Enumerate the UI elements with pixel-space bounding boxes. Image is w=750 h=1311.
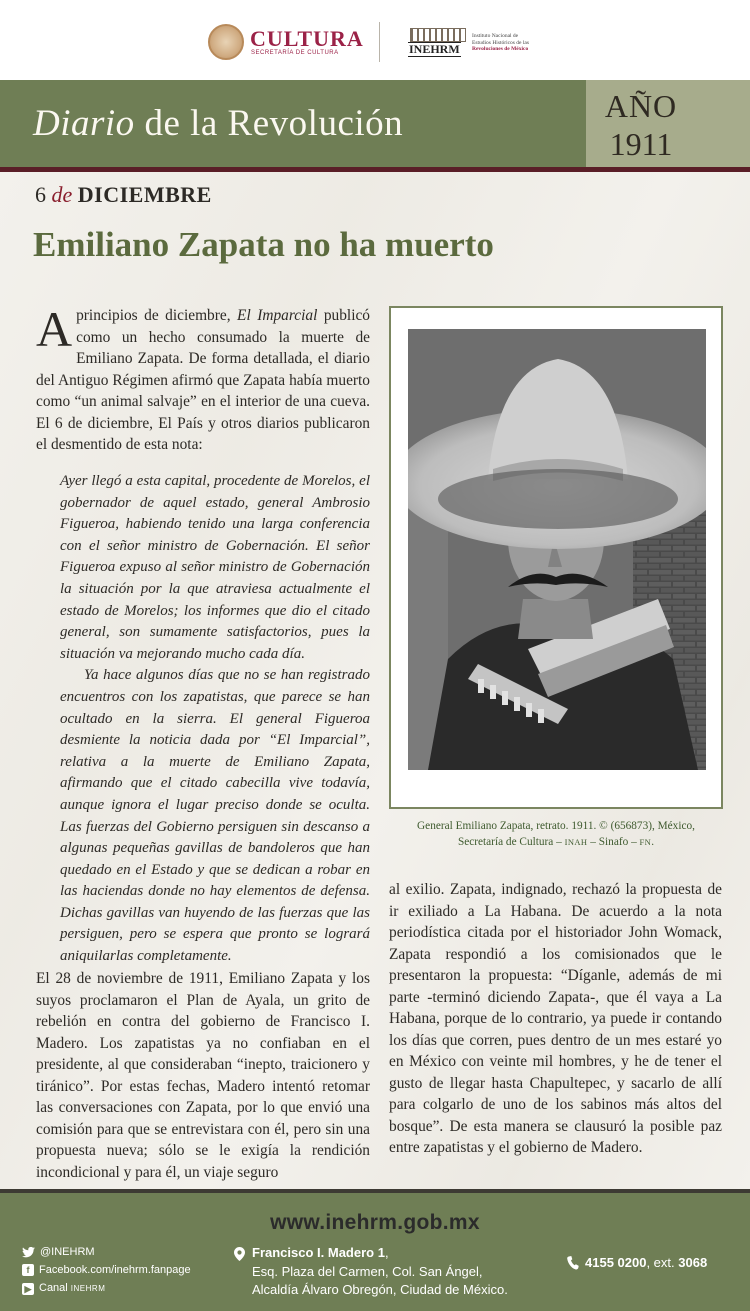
date-month: DICIEMBRE bbox=[77, 182, 212, 207]
portrait-illustration bbox=[408, 329, 706, 770]
address-line bbox=[252, 1244, 508, 1263]
twitter-handle: @INEHRM bbox=[40, 1246, 95, 1258]
inehrm-subtitle-line: Estudios Históricos de las bbox=[472, 39, 529, 46]
publication-title bbox=[33, 102, 403, 145]
quote-paragraph: Ya hace algunos días que no se han registrado encuentros con los zapatistas, que parece se han ocultado en la sierra. El general Figueroa desmiente la noticia dada por “El Imparcial”, relativa a la muerte de Emiliano Zapata, afirmando que el citado cabecilla vive todavía, aunque ignora el lugar preciso donde se oculta. Las fuerzas del Gobierno persiguen sin descanso a algunas pequeñas gavillas de bandoleros que han quedado en el Estado y que se dedican a robar en las haciendas donde no hay elementos de defensa. Dichas gavillas van huyendo de las fuerzas que las persiguen, pero se espera que pronto se logrará aniquilarlas completamente. bbox=[60, 667, 370, 965]
cultura-logo-text: CULTURA bbox=[250, 26, 364, 51]
phone-icon bbox=[567, 1256, 579, 1270]
youtube-link[interactable] bbox=[22, 1279, 191, 1298]
publication-title-italic: Diario bbox=[33, 103, 135, 144]
body-paragraph-text: al exilio. Zapata, indignado, rechazó la propuesta de ir exiliado a La Habana. De acuerdo a la nota periodística citada por el historiador John Womack, Zapata respondió a los comisionados que le presentaron la propuesta: “Díganle, además de mi parte -terminó diciendo Zapata-, que él vaya a La Habana, porque de lo contrario, ya puede ir contando los días que corren, pues dentro de un mes estaré yo en México con veinte mil hombres, y he de tener el gusto de llegar hasta Chapultepec, y sacarlo de allí para colgarlo de uno de los sabinos más altos del bosque”. De esta manera se clausuró la posible paz entre zapatistas y el gobierno de Madero. bbox=[389, 881, 722, 1156]
address-comma: , bbox=[384, 1245, 389, 1260]
inehrm-subtitle-line: Instituto Nacional de bbox=[472, 33, 519, 39]
intro-text-b: publicó como un hecho consumado la muerte de Emiliano Zapata. De forma detallada, el diario del Antiguo Régimen afirmó que Zapata había muerto como “un animal salvaje” en el interior de una cueva. El 6 de diciembre, El País y otros diarios publicaron el desmentido de esta nota: bbox=[36, 307, 370, 453]
youtube-brand: INEHRM bbox=[70, 1284, 106, 1293]
caption-inah: INAH bbox=[564, 837, 588, 847]
article-date bbox=[35, 182, 212, 208]
address-line: Esq. Plaza del Carmen, Col. San Ángel, bbox=[252, 1263, 483, 1279]
inehrm-logo-subtitle bbox=[472, 33, 552, 53]
inehrm-logo-text: INEHRM bbox=[409, 42, 460, 56]
caption-line: General Emiliano Zapata, retrato. 1911. © (656873), México, bbox=[417, 820, 695, 832]
twitter-icon bbox=[22, 1247, 35, 1258]
date-day: 6 bbox=[35, 182, 46, 207]
intro-paragraph bbox=[36, 301, 370, 456]
youtube-icon: ▶ bbox=[22, 1283, 34, 1295]
phone-ext-label: , ext. bbox=[646, 1255, 679, 1270]
body-paragraph-text: El 28 de noviembre de 1911, Emiliano Zapata y los suyos proclamaron el Plan de Ayala, un grito de rebelión en contra del gobierno de Francisco I. Madero. Los zapatistas ya no confiaban en el presidente, al que consideraban “inepto, traicionero y tiránico”. Por estas fechas, Madero intentó retomar las conversaciones con Zapata, por lo que envió una comisión para que se entrevistara con él, pero sin una propuesta nueva; sólo se le exigía la rendición incondicional y para él, un viaje seguro bbox=[36, 970, 370, 1181]
inehrm-subtitle-line bbox=[472, 46, 552, 53]
cultura-logo-subtitle: SECRETARÍA DE CULTURA bbox=[251, 50, 339, 56]
zapata-portrait-photo bbox=[408, 329, 706, 770]
year-value: 1911 bbox=[609, 126, 673, 162]
body-paragraph-right bbox=[389, 879, 722, 1159]
social-links bbox=[22, 1243, 191, 1298]
logo-divider bbox=[379, 22, 380, 62]
phone-number: 4155 0200 bbox=[585, 1255, 647, 1270]
address-line: Alcaldía Álvaro Obregón, Ciudad de México. bbox=[252, 1282, 508, 1297]
phone-text bbox=[585, 1255, 707, 1270]
caption-line bbox=[389, 834, 723, 850]
phone-extension: 3068 bbox=[678, 1255, 708, 1270]
youtube-prefix: Canal bbox=[39, 1282, 71, 1294]
facebook-icon: f bbox=[22, 1264, 34, 1276]
caption-fn: FN bbox=[639, 837, 652, 847]
phone-contact[interactable] bbox=[567, 1255, 707, 1270]
quote-paragraph: Ayer llegó a esta capital, procedente de Morelos, el gobernador de aquel estado, general Ambrosio Figueroa, habiendo tenido una larga conferencia con el señor ministro de Gobernación. El señor Figueroa expuso al señor ministro de Gobernación la situación por la que atraviesa actualmente el estado de Morelos; los informes que dio el citado general, son sumamente satisfactorios, pues la situación va mejorando mucho cada día. bbox=[60, 473, 370, 662]
article-headline: Emiliano Zapata no ha muerto bbox=[33, 225, 494, 264]
twitter-link[interactable] bbox=[22, 1243, 191, 1261]
footer bbox=[0, 1189, 750, 1311]
publication-title-rest: de la Revolución bbox=[134, 103, 404, 144]
inehrm-subtitle-bold: Revoluciones de México bbox=[472, 46, 529, 52]
caption-text: – Sinafo – bbox=[587, 836, 640, 848]
facebook-link[interactable] bbox=[22, 1261, 191, 1279]
intro-newspaper-name: El Imparcial bbox=[237, 307, 318, 324]
caption-text: Secretaría de Cultura – bbox=[457, 836, 565, 848]
address-street: Francisco I. Madero 1 bbox=[252, 1245, 385, 1260]
date-de: de bbox=[51, 182, 73, 207]
year-box bbox=[586, 80, 750, 167]
drop-cap: A bbox=[36, 301, 73, 357]
year-label: AÑO bbox=[604, 88, 678, 124]
title-banner bbox=[0, 80, 750, 172]
mexico-seal-logo bbox=[208, 24, 244, 60]
website-link[interactable]: www.inehrm.gob.mx bbox=[270, 1211, 480, 1234]
intro-text-a: principios de diciembre, bbox=[76, 307, 238, 324]
youtube-channel bbox=[39, 1279, 105, 1298]
block-quote bbox=[60, 471, 370, 968]
photo-frame bbox=[389, 306, 723, 809]
caption-text: . bbox=[651, 836, 655, 848]
body-paragraph-left bbox=[36, 968, 370, 1183]
inehrm-building-logo bbox=[410, 28, 466, 42]
photo-caption bbox=[389, 818, 723, 850]
logo-bar bbox=[0, 0, 750, 80]
facebook-url: Facebook.com/inehrm.fanpage bbox=[39, 1264, 191, 1276]
postal-address bbox=[252, 1244, 508, 1300]
location-pin-icon bbox=[234, 1247, 245, 1261]
